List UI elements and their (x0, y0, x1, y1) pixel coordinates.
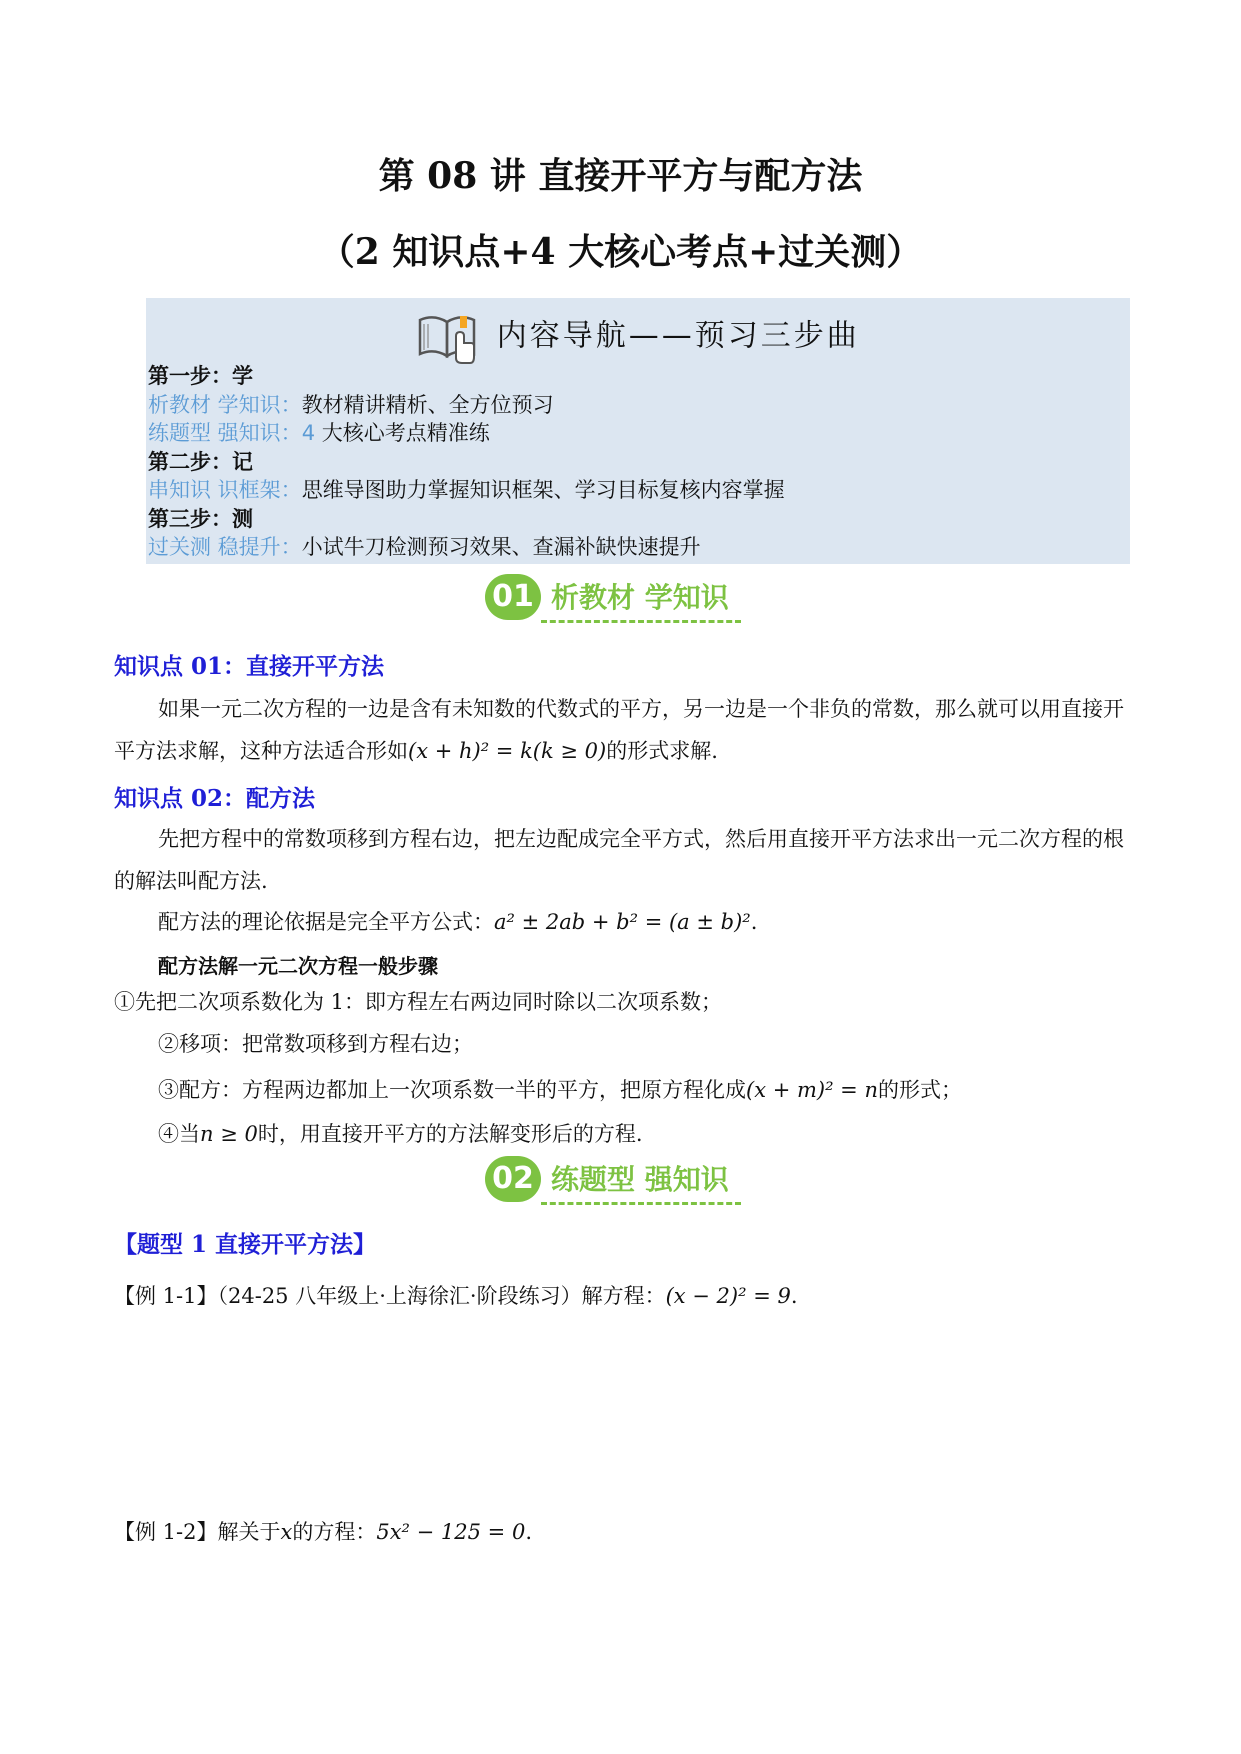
knowledge-point-01-text (114, 688, 1130, 772)
basis-end: . (750, 910, 758, 934)
knowledge-point-01-title: 知识点 01：直接开平方法 (114, 653, 385, 680)
step-4 (158, 1118, 643, 1148)
nav-row-3 (148, 476, 785, 505)
step-4-text-a: ④当 (158, 1122, 200, 1146)
example-1-1 (114, 1280, 798, 1310)
complete-square-basis (158, 906, 757, 936)
question-type-1-title: 【题型 1 直接开平方法】 (114, 1231, 377, 1258)
step-4-formula: n ≥ 0 (200, 1122, 258, 1146)
nav-step-2: 第二步：记 (148, 449, 253, 474)
section-badge-01 (485, 570, 765, 626)
nav-header (146, 310, 1130, 364)
example-1-2-label: 【例 1-2】 (114, 1520, 218, 1544)
example-1-1-end: . (790, 1284, 798, 1308)
nav-row-4-value: 小试牛刀检测预习效果、查漏补缺快速提升 (301, 535, 701, 559)
basis-formula: a² ± 2ab + b² = (a ± b)² (494, 910, 751, 934)
example-1-2-end: . (525, 1520, 532, 1544)
knowledge-point-02-text: 先把方程中的常数项移到方程右边，把左边配成完全平方式，然后用直接开平方法求出一元二次方程的根的解法叫配方法. (114, 827, 1124, 893)
kp1-text-b: 的形式求解. (606, 739, 718, 763)
nav-row-4-key: 过关测 稳提升： (148, 535, 302, 559)
nav-lines (148, 362, 785, 562)
example-1-1-label: 【例 1-1】 (114, 1284, 218, 1308)
example-1-1-text: （24-25 八年级上·上海徐汇·阶段练习）解方程： (217, 1284, 666, 1308)
content-navigation-box (146, 298, 1130, 564)
page-subtitle: （2 知识点+4 大核心考点+过关测） (318, 231, 923, 273)
knowledge-point-02-title: 知识点 02：配方法 (114, 785, 316, 812)
page-title: 第 08 讲 直接开平方与配方法 (378, 155, 863, 197)
step-1: ①先把二次项系数化为 1：即方程左右两边同时除以二次项系数； (114, 990, 723, 1014)
nav-row-2-key: 练题型 强知识： (148, 421, 302, 445)
step-4-text-b: 时，用直接开平方的方法解变形后的方程. (257, 1122, 643, 1146)
example-1-1-formula: (x − 2)² = 9 (665, 1284, 791, 1308)
example-1-2-formula: 5x² − 125 = 0 (376, 1520, 526, 1544)
nav-step-1: 第一步：学 (148, 364, 253, 388)
section-badge-02-label: 练题型 强知识 (551, 1163, 729, 1196)
nav-row-1-key: 析教材 学知识： (148, 392, 302, 417)
example-1-2 (114, 1516, 532, 1546)
kp1-text-a: 如果一元二次方程的一边是含有未知数的代数式的平方，另一边是一个非负的常数，那么就可以用直接开平方法求解，这种方法适合形如 (114, 697, 1124, 763)
step-2: ②移项：把常数项移到方程右边； (158, 1032, 473, 1056)
kp1-formula: (x + h)² = k(k ≥ 0) (408, 739, 607, 763)
example-1-2-text-b: 的方程： (292, 1520, 377, 1544)
step-3-text-b: 的形式； (877, 1078, 962, 1102)
section-badge-01-number: 01 (485, 574, 541, 620)
step-3-formula: (x + m)² = n (746, 1078, 878, 1102)
open-book-hand-icon (416, 319, 497, 354)
section-badge-01-underline (541, 620, 741, 623)
example-1-2-variable: x (280, 1520, 293, 1544)
nav-row-3-key: 串知识 识框架： (148, 478, 302, 502)
section-badge-02-underline (541, 1202, 741, 1205)
nav-row-2-number: 4 (301, 421, 316, 445)
nav-row-2 (148, 419, 785, 448)
steps-title: 配方法解一元二次方程一般步骤 (158, 954, 438, 978)
nav-row-3-value: 思维导图助力掌握知识框架、学习目标复核内容掌握 (301, 478, 785, 502)
nav-step-3: 第三步：测 (148, 506, 253, 531)
step-3 (158, 1074, 962, 1104)
basis-text: 配方法的理论依据是完全平方公式： (158, 910, 494, 934)
nav-row-1 (148, 391, 785, 420)
nav-row-4 (148, 533, 785, 562)
section-badge-02-number: 02 (485, 1156, 541, 1202)
section-badge-02 (485, 1152, 765, 1208)
nav-row-2-value: 大核心考点精准练 (321, 421, 490, 445)
step-3-text-a: ③配方：方程两边都加上一次项系数一半的平方，把原方程化成 (158, 1078, 746, 1102)
nav-row-1-value: 教材精讲精析、全方位预习 (301, 392, 554, 417)
example-1-2-text-a: 解关于 (217, 1520, 281, 1544)
nav-header-text: 内容导航——预习三步曲 (496, 318, 860, 354)
section-badge-01-label: 析教材 学知识 (551, 581, 729, 614)
